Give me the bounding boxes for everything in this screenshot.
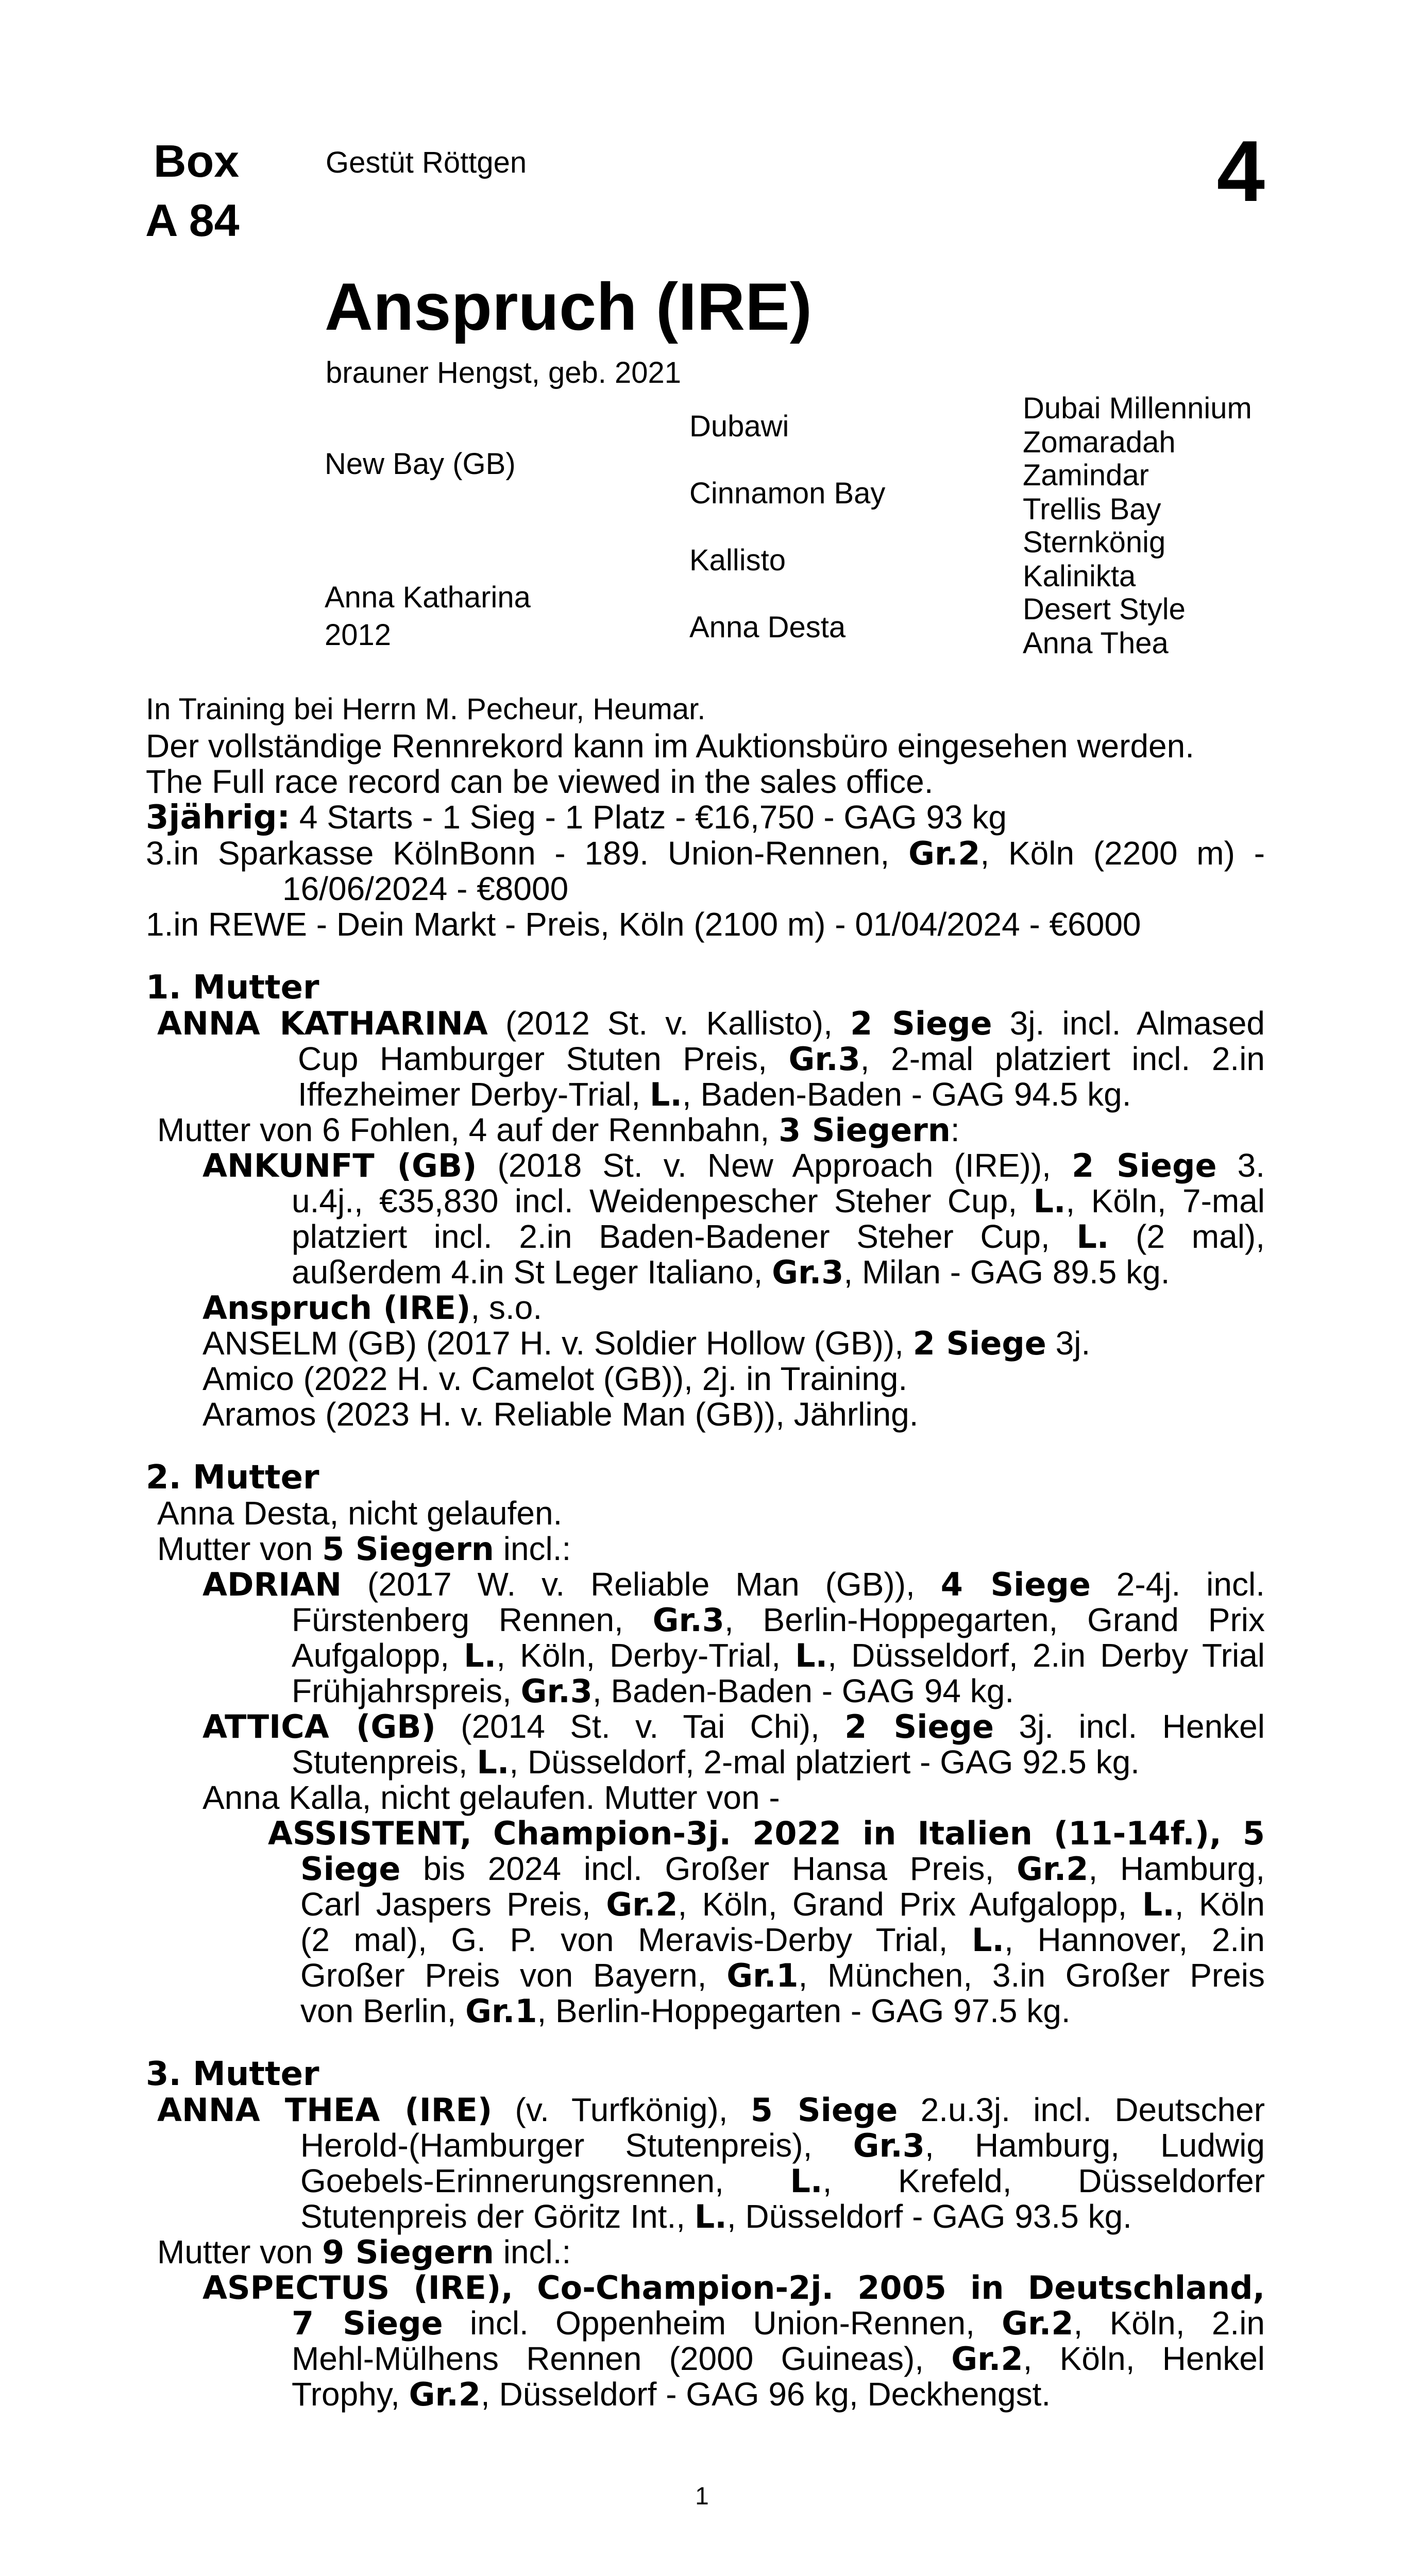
text-segment: , Köln, Derby-Trial, [496, 1637, 796, 1674]
text-segment: 3j. incl. Almased [992, 1005, 1265, 1042]
bold-text: ANKUNFT (GB) [202, 1147, 477, 1184]
produce-amico: Amico (2022 H. v. Camelot (GB)), 2j. in Training. [202, 1360, 908, 1397]
bold-text: 5 Siegern [322, 1530, 494, 1568]
bold-text: L. [790, 2162, 823, 2200]
bold-text: Gr.2 [1017, 1850, 1089, 1888]
dam3-entry [146, 2092, 1265, 2128]
pedigree-gen3: Trellis Bay [1023, 493, 1161, 526]
text-segment: Fürstenberg Rennen, [292, 1601, 653, 1638]
pedigree-gen3: Kalinikta [1023, 560, 1136, 593]
pedigree-gen3: Desert Style [1023, 592, 1186, 626]
produce-ankunft [146, 1148, 1265, 1183]
text-segment: (2018 St. v. New Approach (IRE)), [477, 1147, 1072, 1184]
produce-anna-kalla: Anna Kalla, nicht gelaufen. Mutter von - [202, 1779, 780, 1816]
text-segment: , Hamburg, [1088, 1850, 1265, 1887]
bold-text: L. [694, 2198, 727, 2235]
bold-text: L. [1076, 1218, 1109, 1256]
text-line [146, 1673, 1265, 1709]
bold-text: ANNA KATHARINA [157, 1005, 488, 1042]
pedigree-gen2: Anna Desta [689, 611, 846, 644]
text-line [146, 2128, 1265, 2163]
produce-aramos: Aramos (2023 H. v. Reliable Man (GB)), Jährling. [202, 1396, 919, 1433]
text-segment: , München, 3.in Großer Preis [798, 1957, 1265, 1994]
record-note-de: Der vollständige Rennrekord kann im Auktionsbüro eingesehen werden. [146, 727, 1194, 765]
text-segment: , Köln (2200 m) - [980, 835, 1265, 872]
text-line [146, 1851, 1265, 1887]
text-segment: , Düsseldorf, 2.in Derby Trial [827, 1637, 1265, 1674]
text-line [146, 2341, 1265, 2377]
text-line [146, 1183, 1265, 1219]
bold-text: 7 Siege [292, 2304, 443, 2342]
text-segment: : [950, 1111, 960, 1148]
box-label: Box [154, 135, 240, 187]
bold-text: Gr.2 [409, 2376, 481, 2413]
text-segment: bis 2024 incl. Großer Hansa Preis, [400, 1850, 1017, 1887]
text-segment: , Hamburg, Ludwig [924, 2127, 1265, 2164]
section-heading-dam3: 3. Mutter [146, 2055, 319, 2093]
text-segment: Stutenpreis, [292, 1743, 477, 1781]
pedigree-gen3: Zamindar [1023, 459, 1149, 492]
bold-text: ADRIAN [202, 1566, 342, 1603]
bold-text: L. [1033, 1182, 1066, 1220]
bold-text: L. [795, 1637, 828, 1674]
text-segment: 2-4j. incl. [1090, 1566, 1265, 1603]
text-segment: Goebels-Erinnerungsrennen, [300, 2162, 790, 2199]
text-segment: platziert incl. 2.in Baden-Badener Steher Cup, [292, 1218, 1077, 1255]
text-segment: , Düsseldorf, 2-mal platziert - GAG 92.5 kg. [509, 1743, 1140, 1781]
catalogue-entry [146, 693, 1265, 2412]
text-segment: Mehl-Mülhens Rennen (2000 Guineas), [292, 2340, 952, 2377]
lot-number: 4 [1216, 123, 1265, 219]
text-segment: Trophy, [292, 2376, 409, 2413]
text-line [146, 1958, 1265, 1993]
bold-text: 2 Siege [912, 1325, 1046, 1362]
text-segment: Großer Preis von Bayern, [300, 1957, 727, 1994]
text-segment: , Milan - GAG 89.5 kg. [843, 1253, 1170, 1291]
dam2-entry: Anna Desta, nicht gelaufen. [157, 1495, 563, 1532]
bold-text: L. [1142, 1886, 1175, 1923]
text-segment: , Köln, 7-mal [1065, 1182, 1265, 1219]
bold-text: Siege [300, 1850, 401, 1888]
dam2-produce [146, 1531, 1265, 1567]
bold-text: ASPECTUS (IRE) [202, 2269, 501, 2307]
pedigree-gen2: Dubawi [689, 410, 789, 443]
pedigree-gen2: Cinnamon Bay [689, 477, 886, 510]
bold-text: 5 Siege [750, 2091, 898, 2129]
pedigree-dam: Anna Katharina [325, 581, 531, 614]
consignor: Gestüt Röttgen [326, 146, 527, 179]
text-segment: , Baden-Baden - GAG 94 kg. [592, 1672, 1014, 1709]
text-segment: , Köln, 2.in [1073, 2304, 1265, 2342]
text-segment: 3j. [1046, 1325, 1091, 1362]
text-line [146, 2163, 1265, 2199]
text-segment: (2 mal), G. P. von Meravis-Derby Trial, [300, 1921, 972, 1958]
text-line [146, 1744, 1265, 1780]
text-line [146, 1922, 1265, 1958]
box-number: A 84 [145, 195, 240, 246]
bold-text: L. [972, 1921, 1005, 1959]
text-segment: von Berlin, [300, 1992, 466, 2029]
bold-text: L. [649, 1076, 682, 1113]
bold-text: Gr.1 [465, 1992, 537, 2030]
dam3-produce [146, 2234, 1265, 2270]
text-segment: Aufgalopp, [292, 1637, 464, 1674]
text-segment: , Köln [1174, 1886, 1265, 1923]
text-segment: Mutter von [157, 1530, 323, 1567]
page-number: 1 [695, 2483, 709, 2510]
text-segment: incl.: [494, 2233, 571, 2270]
text-segment: , 2-mal platziert incl. 2.in [860, 1040, 1265, 1077]
bold-text: ATTICA (GB) [202, 1708, 436, 1745]
text-segment: incl.: [494, 1530, 571, 1567]
bold-text: Gr.1 [726, 1957, 799, 1994]
text-line [146, 1077, 1265, 1112]
text-segment: , Düsseldorf - GAG 96 kg, Deckhengst. [480, 2376, 1051, 2413]
section-heading-dam1: 1. Mutter [146, 969, 319, 1007]
bold-text: ANNA THEA (IRE) [157, 2091, 493, 2129]
text-segment: u.4j., €35,830 incl. Weidenpescher Steher Cup, [292, 1182, 1034, 1219]
bold-text: Gr.2 [908, 835, 980, 872]
produce-attica [146, 1709, 1265, 1744]
bold-text: Gr.3 [853, 2127, 925, 2164]
text-segment: Mutter von [157, 2233, 323, 2270]
bold-text: 4 Siege [940, 1566, 1091, 1603]
text-segment: , Köln, Henkel [1023, 2340, 1265, 2377]
text-segment: , s.o. [470, 1289, 543, 1326]
text-segment: Herold-(Hamburger Stutenpreis), [300, 2127, 853, 2164]
text-segment: , Berlin-Hoppegarten, Grand Prix [724, 1601, 1265, 1638]
text-line [146, 2199, 1265, 2234]
bold-text: Gr.2 [951, 2340, 1023, 2378]
text-segment: Cup Hamburger Stuten Preis, [298, 1040, 789, 1077]
produce-adrian [146, 1567, 1265, 1602]
pedigree-gen3: Anna Thea [1023, 626, 1169, 660]
pedigree-gen3: Dubai Millennium [1023, 392, 1252, 425]
bold-text: Anspruch (IRE) [202, 1289, 471, 1327]
age3-summary [146, 800, 1265, 836]
text-line [146, 2306, 1265, 2341]
bold-text: Gr.2 [1002, 2304, 1074, 2342]
text-segment: 3j. incl. Henkel [994, 1708, 1265, 1745]
text-segment: Frühjahrspreis, [292, 1672, 521, 1709]
horse-name: Anspruch (IRE) [325, 269, 813, 344]
bold-text: Gr.3 [788, 1040, 860, 1078]
text-line [146, 1602, 1265, 1638]
text-segment: (v. Turfkönig), [492, 2091, 751, 2128]
pedigree-sire: New Bay (GB) [325, 447, 516, 481]
bold-text: L. [464, 1637, 497, 1674]
bold-text: L. [477, 1743, 510, 1781]
produce-aspectus [146, 2270, 1265, 2306]
record-note-en: The Full race record can be viewed in the sales office. [146, 763, 934, 800]
pedigree-gen3: Sternkönig [1023, 526, 1166, 559]
bold-text: ASSISTENT [268, 1815, 460, 1852]
produce-assistent [146, 1816, 1265, 1851]
text-line [146, 1887, 1265, 1922]
text-segment: (2017 W. v. Reliable Man (GB)), [342, 1566, 941, 1603]
race-result [146, 836, 1265, 871]
bold-text: 2 Siege [844, 1708, 994, 1745]
text-line [146, 1219, 1265, 1255]
section-heading-dam2: 2. Mutter [146, 1459, 319, 1497]
text-segment: , Krefeld, Düsseldorfer [822, 2162, 1265, 2199]
bold-text: , Champion-3j. 2022 in Italien (11-14f.), 5 [460, 1815, 1265, 1852]
race-result: 1.in REWE - Dein Markt - Preis, Köln (2100 m) - 01/04/2024 - €6000 [146, 906, 1141, 943]
bold-text: Gr.2 [606, 1886, 678, 1923]
training-note: In Training bei Herrn M. Pecheur, Heumar. [146, 692, 706, 726]
pedigree-gen3: Zomaradah [1023, 426, 1176, 459]
text-segment: incl. Oppenheim Union-Rennen, [443, 2304, 1002, 2342]
dam1-entry [146, 1006, 1265, 1041]
bold-text: Gr.3 [652, 1601, 724, 1639]
text-segment: , Baden-Baden - GAG 94.5 kg. [682, 1076, 1131, 1113]
text-segment: Mutter von 6 Fohlen, 4 auf der Rennbahn, [157, 1111, 779, 1148]
text-segment: 4 Starts - 1 Sieg - 1 Platz - €16,750 - GAG 93 kg [290, 799, 1007, 836]
age3-label: 3jährig: [146, 799, 291, 837]
text-line [146, 1041, 1265, 1077]
text-line [146, 1255, 1265, 1290]
bold-text: Gr.3 [772, 1253, 844, 1291]
text-line [146, 2377, 1265, 2412]
pedigree-gen2: Kallisto [689, 544, 786, 577]
bold-text: , Co-Champion-2j. 2005 in Deutschland, [501, 2269, 1265, 2307]
text-segment: (2 mal), [1109, 1218, 1265, 1255]
text-segment: 3. [1216, 1147, 1265, 1184]
race-result-date: 16/06/2024 - €8000 [282, 870, 569, 907]
text-segment: , Düsseldorf - GAG 93.5 kg. [726, 2198, 1132, 2235]
produce-anspruch [146, 1290, 1265, 1326]
text-segment: Iffezheimer Derby-Trial, [298, 1076, 650, 1113]
text-segment: Carl Jaspers Preis, [300, 1886, 606, 1923]
text-segment: , Hannover, 2.in [1004, 1921, 1265, 1958]
text-segment: ANSELM (GB) (2017 H. v. Soldier Hollow (GB)), [202, 1325, 913, 1362]
text-segment: 2.u.3j. incl. Deutscher [898, 2091, 1265, 2128]
text-segment: , Köln, Grand Prix Aufgalopp, [678, 1886, 1142, 1923]
bold-text: 3 Siegern [779, 1111, 951, 1149]
text-segment: (2014 St. v. Tai Chi), [435, 1708, 845, 1745]
bold-text: Gr.3 [520, 1672, 593, 1710]
pedigree-dam-year: 2012 [325, 618, 392, 652]
bold-text: 2 Siege [1072, 1147, 1217, 1184]
text-line [146, 1993, 1265, 2029]
bold-text: 9 Siegern [322, 2233, 494, 2271]
text-line [146, 1638, 1265, 1673]
dam1-produce [146, 1112, 1265, 1148]
horse-description: brauner Hengst, geb. 2021 [326, 356, 682, 389]
produce-anselm [146, 1326, 1265, 1361]
text-segment: 3.in Sparkasse KölnBonn - 189. Union-Rennen, [146, 835, 909, 872]
text-segment: , Berlin-Hoppegarten - GAG 97.5 kg. [537, 1992, 1071, 2029]
bold-text: 2 Siege [850, 1005, 992, 1042]
text-segment: Stutenpreis der Göritz Int., [300, 2198, 695, 2235]
text-segment: (2012 St. v. Kallisto), [487, 1005, 851, 1042]
text-segment: außerdem 4.in St Leger Italiano, [292, 1253, 772, 1291]
